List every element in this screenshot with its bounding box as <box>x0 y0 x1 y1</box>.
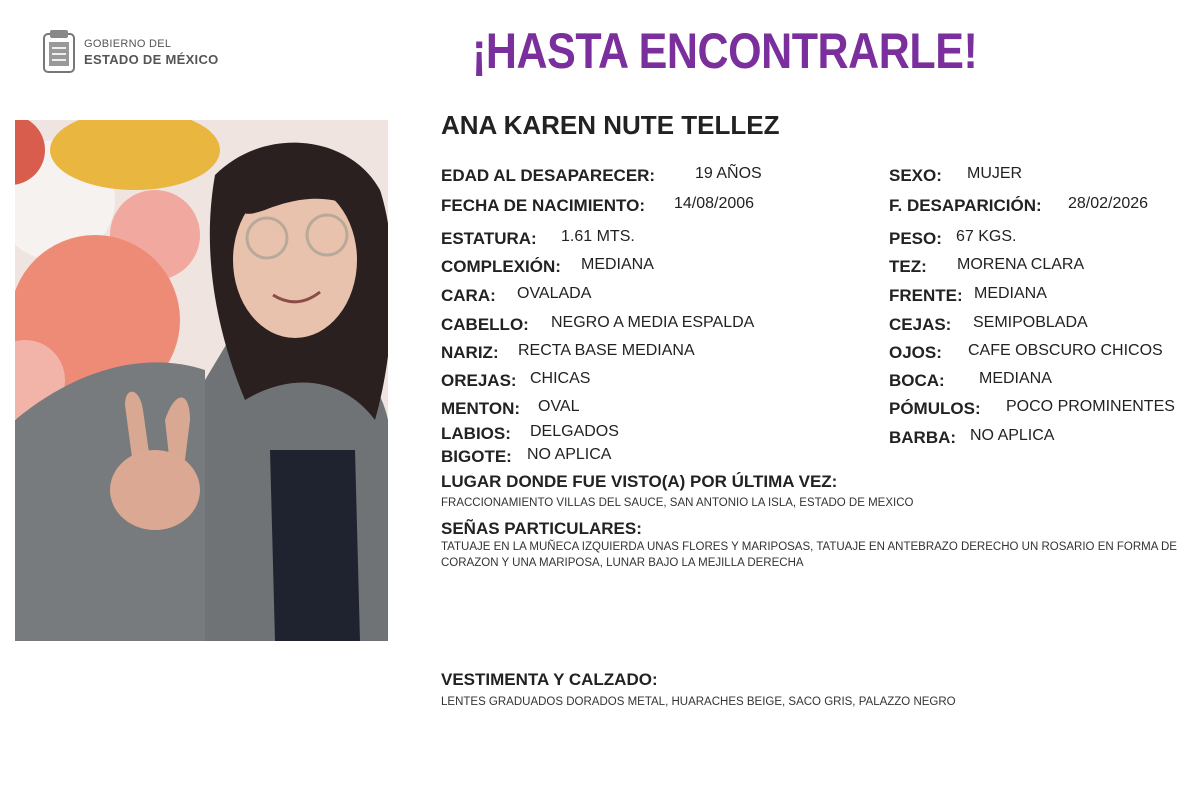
last-seen-heading: LUGAR DONDE FUE VISTO(A) POR ÚLTIMA VEZ: <box>441 472 838 491</box>
field-eyebrows <box>889 314 1088 335</box>
person-name: ANA KAREN NUTE TELLEZ <box>441 110 780 140</box>
field-build <box>441 256 654 277</box>
field-weight <box>889 228 1017 249</box>
field-label: CARA: <box>441 286 496 305</box>
field-label: LABIOS: <box>441 424 511 443</box>
field-label: NARIZ: <box>441 343 499 362</box>
field-value: CHICAS <box>530 370 591 387</box>
headline: ¡HASTA ENCONTRARLE! <box>472 23 978 79</box>
field-label: FECHA DE NACIMIENTO: <box>441 196 645 215</box>
field-mouth <box>889 370 1052 391</box>
field-label: FRENTE: <box>889 286 963 305</box>
field-beard <box>889 427 1055 448</box>
field-label: CABELLO: <box>441 315 529 334</box>
field-value: NO APLICA <box>970 427 1055 444</box>
field-cheekbones <box>889 398 1175 419</box>
field-value: 14/08/2006 <box>674 195 755 212</box>
field-height <box>441 228 635 249</box>
field-value: POCO PROMINENTES <box>1006 398 1175 415</box>
distinguishing-marks-text: TATUAJE EN LA MUÑECA IZQUIERDA UNAS FLORES Y MARIPOSAS, TATUAJE EN ANTEBRAZO DERECHO UN ROSARIO EN FORMA DE CORAZON Y UNA MARIPOSA, LUNAR BAJO LA MEJILLA DERECHA <box>441 541 1177 569</box>
field-value: MUJER <box>967 165 1023 182</box>
logo-line-1: GOBIERNO DEL <box>84 38 172 50</box>
field-ears <box>441 370 591 391</box>
field-value: 1.61 MTS. <box>561 228 635 245</box>
field-label: COMPLEXIÓN: <box>441 257 561 276</box>
field-nose <box>441 342 695 363</box>
field-value: 19 AÑOS <box>695 165 762 182</box>
clothing-text: LENTES GRADUADOS DORADOS METAL, HUARACHES BEIGE, SACO GRIS, PALAZZO NEGRO <box>441 696 956 708</box>
field-value: MEDIANA <box>581 256 654 273</box>
field-label: BOCA: <box>889 371 945 390</box>
field-value: MORENA CLARA <box>957 256 1085 273</box>
field-value: SEMIPOBLADA <box>973 314 1088 331</box>
field-label: PÓMULOS: <box>889 399 981 418</box>
field-value: 67 KGS. <box>956 228 1017 245</box>
field-value: 28/02/2026 <box>1068 195 1149 212</box>
government-logo <box>40 28 219 76</box>
field-hair <box>441 314 755 335</box>
field-value: CAFE OBSCURO CHICOS <box>968 342 1163 359</box>
field-mustache <box>441 446 612 467</box>
field-birthdate <box>441 195 755 216</box>
field-value: DELGADOS <box>530 423 619 440</box>
field-face <box>441 285 592 306</box>
field-age <box>441 165 762 186</box>
person-photo <box>15 120 388 641</box>
field-label: ESTATURA: <box>441 229 537 248</box>
field-value: NO APLICA <box>527 446 612 463</box>
field-value: RECTA BASE MEDIANA <box>518 342 695 359</box>
field-label: CEJAS: <box>889 315 952 334</box>
field-label: BARBA: <box>889 428 957 447</box>
field-value: OVALADA <box>517 285 592 302</box>
field-label: PESO: <box>889 229 942 248</box>
field-eyes <box>889 342 1163 363</box>
field-sex <box>889 165 1023 186</box>
field-label: OREJAS: <box>441 371 517 390</box>
field-label: F. DESAPARICIÓN: <box>889 196 1042 215</box>
field-chin <box>441 398 580 419</box>
field-label: OJOS: <box>889 343 942 362</box>
field-lips <box>441 423 619 444</box>
field-value: NEGRO A MEDIA ESPALDA <box>551 314 755 331</box>
field-value: OVAL <box>538 398 580 415</box>
last-seen-text: FRACCIONAMIENTO VILLAS DEL SAUCE, SAN ANTONIO LA ISLA, ESTADO DE MEXICO <box>441 497 914 509</box>
field-label: MENTON: <box>441 399 521 418</box>
field-forehead <box>889 285 1047 306</box>
field-disappearance-date <box>889 195 1149 216</box>
field-label: EDAD AL DESAPARECER: <box>441 166 656 185</box>
field-label: SEXO: <box>889 166 942 185</box>
clothing-heading: VESTIMENTA Y CALZADO: <box>441 670 658 689</box>
logo-line-2: ESTADO DE MÉXICO <box>84 52 219 67</box>
field-value: MEDIANA <box>979 370 1052 387</box>
state-seal-icon <box>40 28 78 76</box>
field-label: TEZ: <box>889 257 927 276</box>
field-value: MEDIANA <box>974 285 1047 302</box>
distinguishing-marks-heading: SEÑAS PARTICULARES: <box>441 519 642 538</box>
field-complexion <box>889 256 1085 277</box>
field-label: BIGOTE: <box>441 447 512 466</box>
